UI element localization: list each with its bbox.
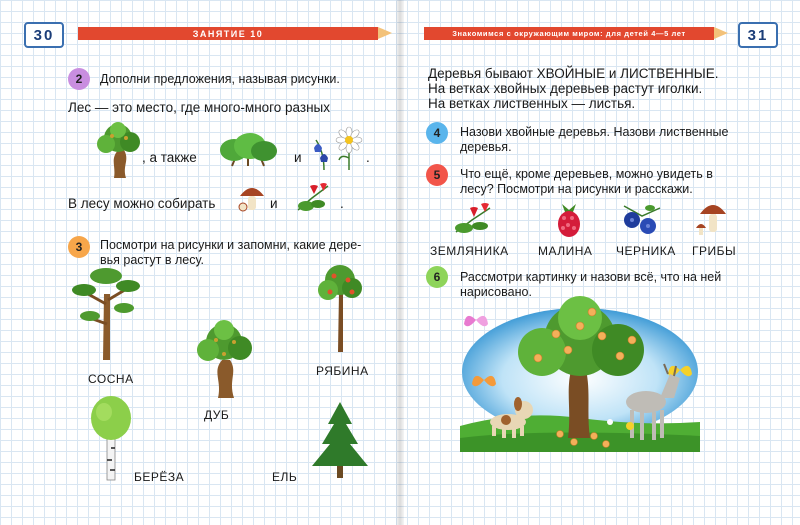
blueberry-icon <box>620 202 664 238</box>
pencil-tip-icon-right <box>714 27 728 39</box>
task-3-instruction-l2: вья растут в лесу. <box>100 253 204 267</box>
oak-icon <box>96 120 140 180</box>
butterfly-icon <box>464 316 488 326</box>
task-4-badge: 4 <box>426 122 448 144</box>
task-4-line2: деревья. <box>460 140 512 154</box>
task-5-line2: лесу? Посмотри на рисунки и расскажи. <box>460 182 693 196</box>
item-label-mushrooms: ГРИБЫ <box>692 244 737 258</box>
task-2-line3: В лесу можно собирать <box>68 196 216 211</box>
wild-strawberry-icon <box>452 198 494 236</box>
intro-line1: Деревья бывают ХВОЙНЫЕ и ЛИСТВЕННЫЕ. <box>428 66 719 81</box>
task-2-line3-end: . <box>340 196 344 211</box>
bush-icon <box>218 132 278 168</box>
tree-label-birch: БЕРЁЗА <box>134 470 185 484</box>
apple-tree-scene <box>460 306 700 452</box>
task-2-line3-and: и <box>270 196 278 211</box>
intro-line3: На ветках лиственных — листья. <box>428 96 636 111</box>
item-label-raspberry: МАЛИНА <box>538 244 593 258</box>
right-page <box>402 0 800 525</box>
pencil-tip-icon <box>378 27 392 39</box>
task-2-line2-end: . <box>366 150 370 165</box>
lesson-header: ЗАНЯТИЕ 10 <box>78 27 378 40</box>
left-page <box>0 0 398 525</box>
raspberry-icon <box>554 200 584 238</box>
task-2-instruction: Дополни предложения, называя рисунки. <box>100 72 340 86</box>
task-4-line1: Назови хвойные деревья. Назови лиственные <box>460 125 729 139</box>
daisy-icon <box>334 128 364 170</box>
rowan-icon <box>316 262 364 352</box>
task-6-line2: нарисовано. <box>460 285 532 299</box>
tree-label-spruce: ЕЛЬ <box>272 470 298 484</box>
task-3-badge: 3 <box>68 236 90 258</box>
task-6-line1: Рассмотри картинку и назови всё, что на ней <box>460 270 722 284</box>
oak-tree-icon <box>196 320 252 398</box>
tree-label-rowan: РЯБИНА <box>316 364 369 378</box>
strawberry-icon <box>292 180 332 214</box>
item-label-blueberry: ЧЕРНИКА <box>616 244 676 258</box>
page-number-left: 30 <box>24 22 64 48</box>
task-5-badge: 5 <box>426 164 448 186</box>
tree-label-oak: ДУБ <box>204 408 230 422</box>
task-2-line2-and: и <box>294 150 302 165</box>
task-6-badge: 6 <box>426 266 448 288</box>
task-3-instruction-l1: Посмотри на рисунки и запомни, какие дере- <box>100 238 362 252</box>
birch-icon <box>88 396 134 480</box>
spruce-icon <box>310 402 370 478</box>
task-2-line2-mid: , а также <box>142 150 197 165</box>
tree-label-pine: СОСНА <box>88 372 134 386</box>
bluebell-icon <box>312 136 334 170</box>
mushrooms-icon <box>696 200 730 236</box>
pine-icon <box>70 264 142 360</box>
mushroom-icon <box>238 184 266 212</box>
page-number-right: 31 <box>738 22 778 48</box>
task-5-line1: Что ещё, кроме деревьев, можно увидеть в <box>460 167 713 181</box>
task-2-line1: Лес — это место, где много-много разных <box>68 100 331 115</box>
book-header: Знакомимся с окружающим миром: для детей 4—5 лет <box>424 27 714 40</box>
intro-line2: На ветках хвойных деревьев растут иголки. <box>428 81 703 96</box>
item-label-strawberry: ЗЕМЛЯНИКА <box>430 244 509 258</box>
task-2-badge: 2 <box>68 68 90 90</box>
